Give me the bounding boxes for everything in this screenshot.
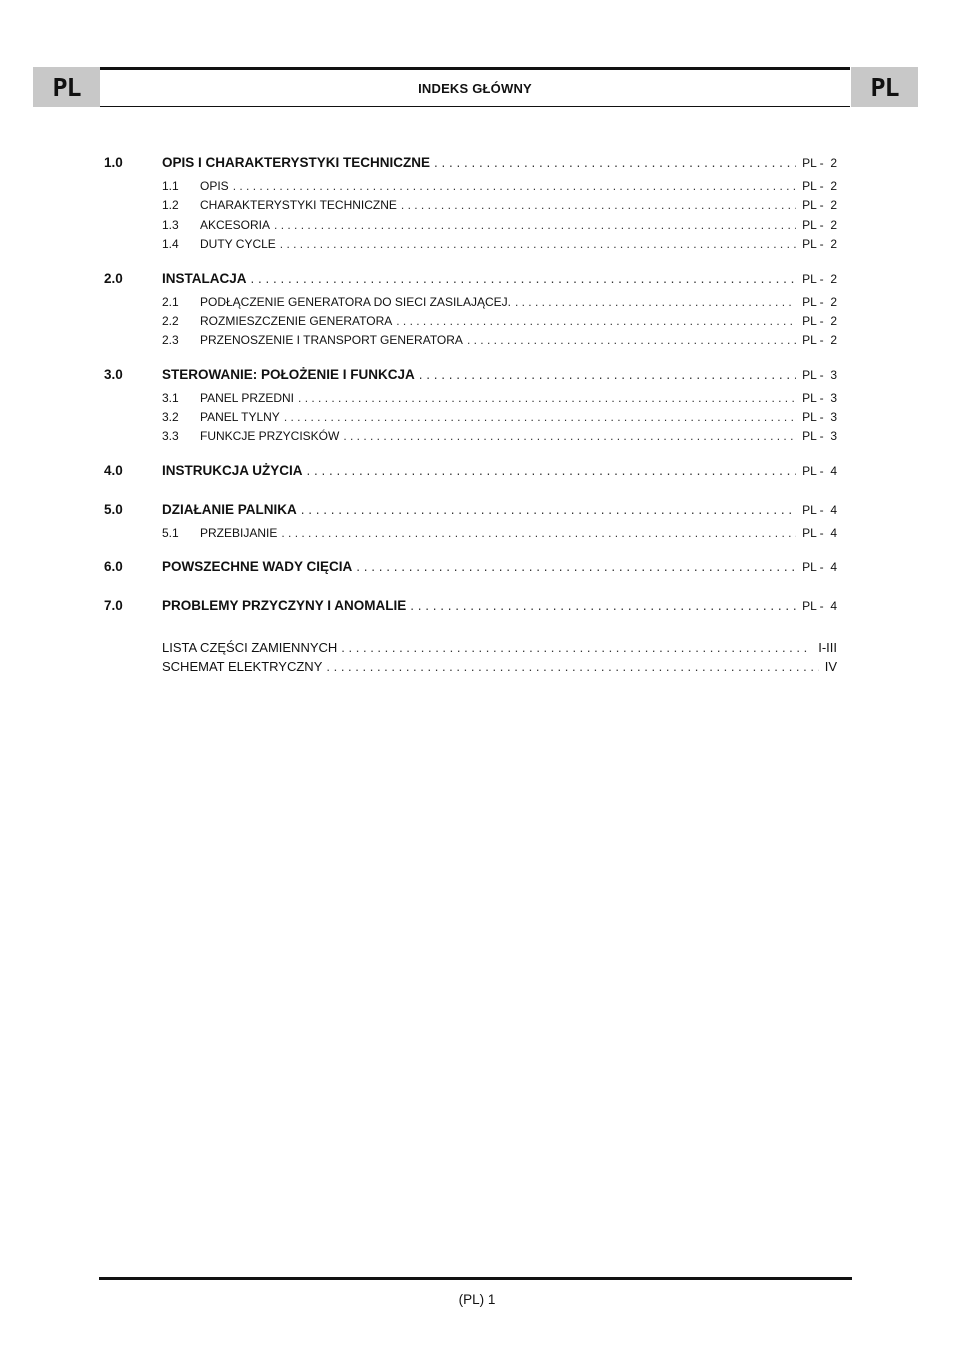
toc-entry-title: DZIAŁANIE PALNIKA <box>162 502 297 517</box>
toc-entry-number: 3.3 <box>162 429 179 443</box>
toc-dot-leader <box>284 410 796 424</box>
toc-dot-leader <box>434 155 796 170</box>
toc-dot-leader <box>281 526 796 540</box>
toc-entry <box>104 271 837 286</box>
toc-entry-number: 1.3 <box>162 218 179 232</box>
toc-entry-title: OPIS <box>200 179 229 193</box>
toc-entry-title: PRZEBIJANIE <box>200 526 278 540</box>
toc-dot-leader <box>307 463 797 478</box>
page-title: INDEKS GŁÓWNY <box>418 80 532 96</box>
toc-dot-leader <box>280 237 796 251</box>
toc-entry-title: PROBLEMY PRZYCZYNY I ANOMALIE <box>162 598 407 613</box>
toc-entry-title: FUNKCJE PRZYCISKÓW <box>200 429 340 443</box>
language-tag-left: PL <box>33 67 100 107</box>
footer-page-number: (PL) 1 <box>458 1292 496 1307</box>
toc-entry-number: 3.1 <box>162 391 179 405</box>
toc-entry-number: 2.2 <box>162 314 179 328</box>
toc-entry-number: 5.0 <box>104 502 123 517</box>
toc-entry-page: PL - 3 <box>802 410 837 424</box>
toc-entry-title: OPIS I CHARAKTERYSTYKI TECHNICZNE <box>162 155 431 170</box>
toc-entry-page: PL - 3 <box>802 429 837 443</box>
toc-dot-leader <box>515 295 796 309</box>
toc-entry-page: PL - 2 <box>802 179 837 193</box>
toc-entry <box>162 429 837 443</box>
language-tag-right: PL <box>851 67 918 107</box>
toc-entry <box>162 295 837 309</box>
toc-entry-title: DUTY CYCLE <box>200 237 276 251</box>
toc-entry <box>104 367 837 382</box>
toc-entry <box>162 314 837 328</box>
toc-entry-number: 3.0 <box>104 367 123 382</box>
toc-entry <box>162 179 837 193</box>
toc-entry <box>104 598 837 613</box>
toc-entry <box>162 526 837 540</box>
toc-entry-title: POWSZECHNE WADY CIĘCIA <box>162 559 353 574</box>
toc-entry-number: 6.0 <box>104 559 123 574</box>
toc-entry-page: PL - 4 <box>802 560 837 574</box>
toc-entry-page: PL - 4 <box>802 599 837 613</box>
toc-entry-title: INSTRUKCJA UŻYCIA <box>162 463 303 478</box>
toc-entry <box>162 198 837 212</box>
toc-entry-title: INSTALACJA <box>162 271 247 286</box>
toc-entry-page: IV <box>824 659 837 674</box>
toc-dot-leader <box>343 429 796 443</box>
toc-entry <box>104 559 837 574</box>
toc-dot-leader <box>341 640 812 655</box>
toc-entry <box>162 659 837 674</box>
toc-entry-page: PL - 2 <box>802 295 837 309</box>
toc-dot-leader <box>410 598 796 613</box>
toc-entry-number: 5.1 <box>162 526 179 540</box>
toc-entry-title: AKCESORIA <box>200 218 271 232</box>
toc-entry-page: PL - 2 <box>802 156 837 170</box>
toc-entry <box>104 463 837 478</box>
toc-entry-page: I-III <box>818 640 837 655</box>
toc-entry <box>162 237 837 251</box>
toc-entry <box>104 502 837 517</box>
toc-entry-page: PL - 2 <box>802 333 837 347</box>
toc-entry-page: PL - 2 <box>802 314 837 328</box>
toc-entry-number: 1.1 <box>162 179 179 193</box>
toc-dot-leader <box>401 198 796 212</box>
toc-entry-title: PANEL TYLNY <box>200 410 280 424</box>
toc-dot-leader <box>233 179 796 193</box>
toc-entry-page: PL - 4 <box>802 464 837 478</box>
toc-entry-page: PL - 3 <box>802 368 837 382</box>
toc-entry-page: PL - 2 <box>802 218 837 232</box>
toc-dot-leader <box>298 391 796 405</box>
toc-entry <box>162 333 837 347</box>
toc-entry <box>104 155 837 170</box>
toc-entry-title: STEROWANIE: POŁOŻENIE I FUNKCJA <box>162 367 415 382</box>
toc-entry-number: 2.3 <box>162 333 179 347</box>
toc-entry-title: ROZMIESZCZENIE GENERATORA <box>200 314 393 328</box>
toc-entry-title: CHARAKTERYSTYKI TECHNICZNE <box>200 198 397 212</box>
toc-entry-page: PL - 4 <box>802 503 837 517</box>
toc-dot-leader <box>419 367 796 382</box>
toc-dot-leader <box>274 218 796 232</box>
toc-entry-title: SCHEMAT ELEKTRYCZNY <box>162 659 323 674</box>
toc-entry <box>162 391 837 405</box>
toc-entry-number: 4.0 <box>104 463 123 478</box>
toc-dot-leader <box>467 333 796 347</box>
toc-entry-title: PODŁĄCZENIE GENERATORA DO SIECI ZASILAJĄCEJ. <box>200 295 511 309</box>
toc-entry-number: 1.0 <box>104 155 123 170</box>
toc-entry-title: PRZENOSZENIE I TRANSPORT GENERATORA <box>200 333 463 347</box>
toc-dot-leader <box>356 559 796 574</box>
toc-entry-number: 1.2 <box>162 198 179 212</box>
toc-entry-page: PL - 2 <box>802 237 837 251</box>
toc-entry-number: 2.0 <box>104 271 123 286</box>
toc-entry-title: LISTA CZĘŚCI ZAMIENNYCH <box>162 640 338 655</box>
toc-dot-leader <box>301 502 796 517</box>
toc-entry-number: 2.1 <box>162 295 179 309</box>
toc-entry-number: 3.2 <box>162 410 179 424</box>
toc-dot-leader <box>251 271 797 286</box>
toc-entry-number: 7.0 <box>104 598 123 613</box>
header-bar <box>100 67 850 107</box>
toc-dot-leader <box>326 659 818 674</box>
footer-divider <box>99 1277 852 1280</box>
toc-entry-page: PL - 2 <box>802 272 837 286</box>
toc-dot-leader <box>396 314 796 328</box>
toc-entry-page: PL - 4 <box>802 526 837 540</box>
toc-entry-number: 1.4 <box>162 237 179 251</box>
toc-entry-page: PL - 2 <box>802 198 837 212</box>
toc-entry <box>162 218 837 232</box>
toc-entry <box>162 640 837 655</box>
toc-entry-page: PL - 3 <box>802 391 837 405</box>
toc-entry-title: PANEL PRZEDNI <box>200 391 295 405</box>
toc-entry <box>162 410 837 424</box>
